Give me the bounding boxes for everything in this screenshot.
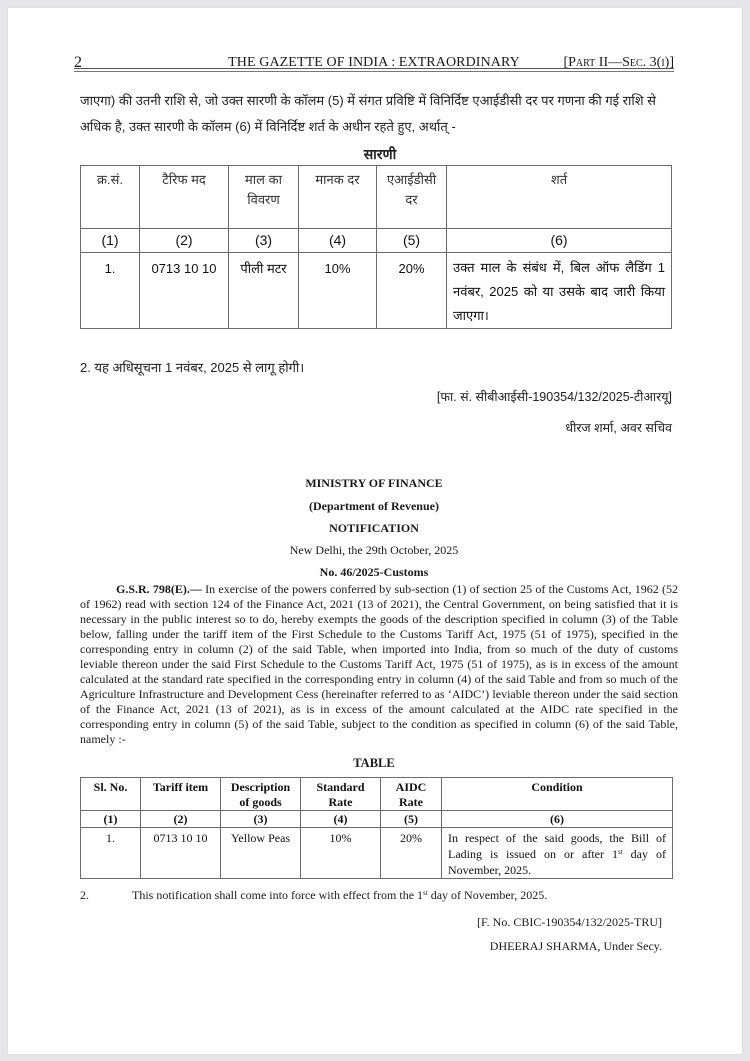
english-table-header-row xyxy=(81,778,673,811)
part-section-label: [Part II—Sec. 3(i)] xyxy=(563,55,674,70)
table-row xyxy=(81,828,673,879)
english-header-cell: Sl. No. xyxy=(81,778,141,811)
condition-cell: उक्त माल के संबंध में, बिल ऑफ लैडिंग 1 नवंबर, 2025 को या उसके बाद जारी किया जाएगा। xyxy=(447,253,672,329)
english-header-cell: Condition xyxy=(442,778,673,811)
column-number-cell: (4) xyxy=(299,229,377,253)
section-number: 2. xyxy=(80,888,89,902)
hindi-continuation-paragraph: जाएगा) की उतनी राशि से, जो उक्त सारणी के कॉलम (5) में संगत प्रविष्टि में विनिर्दिष्ट एआईडीसी दर पर गणना की गई राशि से अधिक है, उक्त सारणी के कॉलम (6) में विनिर्दिष्ट शर्त के अधीन रहते हुए, अर्थात् - xyxy=(80,93,656,134)
gazette-page xyxy=(8,8,742,1054)
hindi-header-cell: मानक दर xyxy=(299,166,377,229)
standard-rate-cell: 10% xyxy=(301,828,381,879)
column-number-cell: (1) xyxy=(81,811,141,828)
department-heading: (Department of Revenue) xyxy=(309,499,439,513)
english-table-column-number-row xyxy=(81,811,673,828)
gazette-title: THE GAZETTE OF INDIA : EXTRAORDINARY xyxy=(228,55,520,70)
tariff-item-cell: 0713 10 10 xyxy=(141,828,221,879)
serial-number-cell: 1. xyxy=(81,828,141,879)
notification-heading: NOTIFICATION xyxy=(329,521,419,535)
description-cell: Yellow Peas xyxy=(221,828,301,879)
page-number: 2 xyxy=(74,54,82,71)
notification-body xyxy=(80,582,678,747)
ministry-heading: MINISTRY OF FINANCE xyxy=(305,476,443,490)
hindi-header-cell: माल का विवरण xyxy=(229,166,299,229)
hindi-table xyxy=(80,165,672,329)
english-header-cell: Description of goods xyxy=(221,778,301,811)
english-table xyxy=(80,777,673,879)
english-signatory: DHEERAJ SHARMA, Under Secy. xyxy=(489,939,662,953)
hindi-table-caption: सारणी xyxy=(363,146,397,162)
standard-rate-cell: 10% xyxy=(299,253,377,329)
condition-cell: In respect of the said goods, the Bill of Lading is issued on or after 1st day of November, 2025. xyxy=(442,828,673,879)
english-table-caption: TABLE xyxy=(353,756,395,770)
notification-number: No. 46/2025-Customs xyxy=(319,565,429,579)
notification-body-text: In exercise of the powers conferred by sub-section (1) of section 25 of the Customs Act, 1962 (52 of 1962) read with section 124 of the Finance Act, 2021 (13 of 2021), the Central Government, on being satisfied that it is necessary in the public interest so to do, hereby exempts the goods of the description specified in column (3) of the Table below, falling under the tariff item of the First Schedule to the Customs Tariff Act, 1975 (51 of 1975), specified in the corresponding entry in column (2) of the said Table, when imported into India, from so much of the duty of customs leviable thereon under the said First Schedule to the Customs Tariff Act, 1975 (51 of 1975), as is in excess of the amount calculated at the standard rate specified in the corresponding entry in column (4) of the said Table and from so much of the Agriculture Infrastructure and Development Cess (hereinafter referred to as ‘AIDC’) leviable thereon under the said section of the Finance Act, 2021 (13 of 2021), as is in excess of the amount calculated at the AIDC rate specified in the corresponding entry in column (5) of the said Table, subject to the condition as specified in column (6) of the said Table, namely :- xyxy=(80,582,678,746)
column-number-cell: (5) xyxy=(381,811,442,828)
hindi-signatory: धीरज शर्मा, अवर सचिव xyxy=(565,421,672,435)
table-row xyxy=(81,253,672,329)
hindi-header-cell: टैरिफ मद xyxy=(140,166,229,229)
hindi-header-cell: शर्त xyxy=(447,166,672,229)
hindi-section-2: 2. यह अधिसूचना 1 नवंबर, 2025 से लागू होगी। xyxy=(80,360,305,375)
gsr-number: G.S.R. 798(E).— xyxy=(116,582,202,596)
column-number-cell: (2) xyxy=(141,811,221,828)
english-header-cell: Tariff item xyxy=(141,778,221,811)
aidc-rate-cell: 20% xyxy=(381,828,442,879)
column-number-cell: (3) xyxy=(229,229,299,253)
column-number-cell: (1) xyxy=(81,229,140,253)
header-rule-bottom xyxy=(74,71,674,72)
hindi-header-cell: क्र.सं. xyxy=(81,166,140,229)
english-header-cell: AIDC Rate xyxy=(381,778,442,811)
aidc-rate-cell: 20% xyxy=(377,253,447,329)
header-rule-top xyxy=(74,68,674,69)
column-number-cell: (6) xyxy=(442,811,673,828)
english-header-cell: Standard Rate xyxy=(301,778,381,811)
hindi-file-number: [फा. सं. सीबीआईसी-190354/132/2025-टीआरयू] xyxy=(436,390,672,404)
column-number-cell: (2) xyxy=(140,229,229,253)
date-line: New Delhi, the 29th October, 2025 xyxy=(289,543,459,557)
description-cell: पीली मटर xyxy=(229,253,299,329)
hindi-header-cell: एआईडीसी दर xyxy=(377,166,447,229)
column-number-cell: (5) xyxy=(377,229,447,253)
column-number-cell: (6) xyxy=(447,229,672,253)
tariff-item-cell: 0713 10 10 xyxy=(140,253,229,329)
hindi-table-column-number-row xyxy=(81,229,672,253)
column-number-cell: (4) xyxy=(301,811,381,828)
serial-number-cell: 1. xyxy=(81,253,140,329)
english-file-number: [F. No. CBIC-190354/132/2025-TRU] xyxy=(476,915,662,929)
column-number-cell: (3) xyxy=(221,811,301,828)
hindi-table-header-row xyxy=(81,166,672,229)
section-text: This notification shall come into force with effect from the 1st day of November, 2025. xyxy=(132,888,548,902)
